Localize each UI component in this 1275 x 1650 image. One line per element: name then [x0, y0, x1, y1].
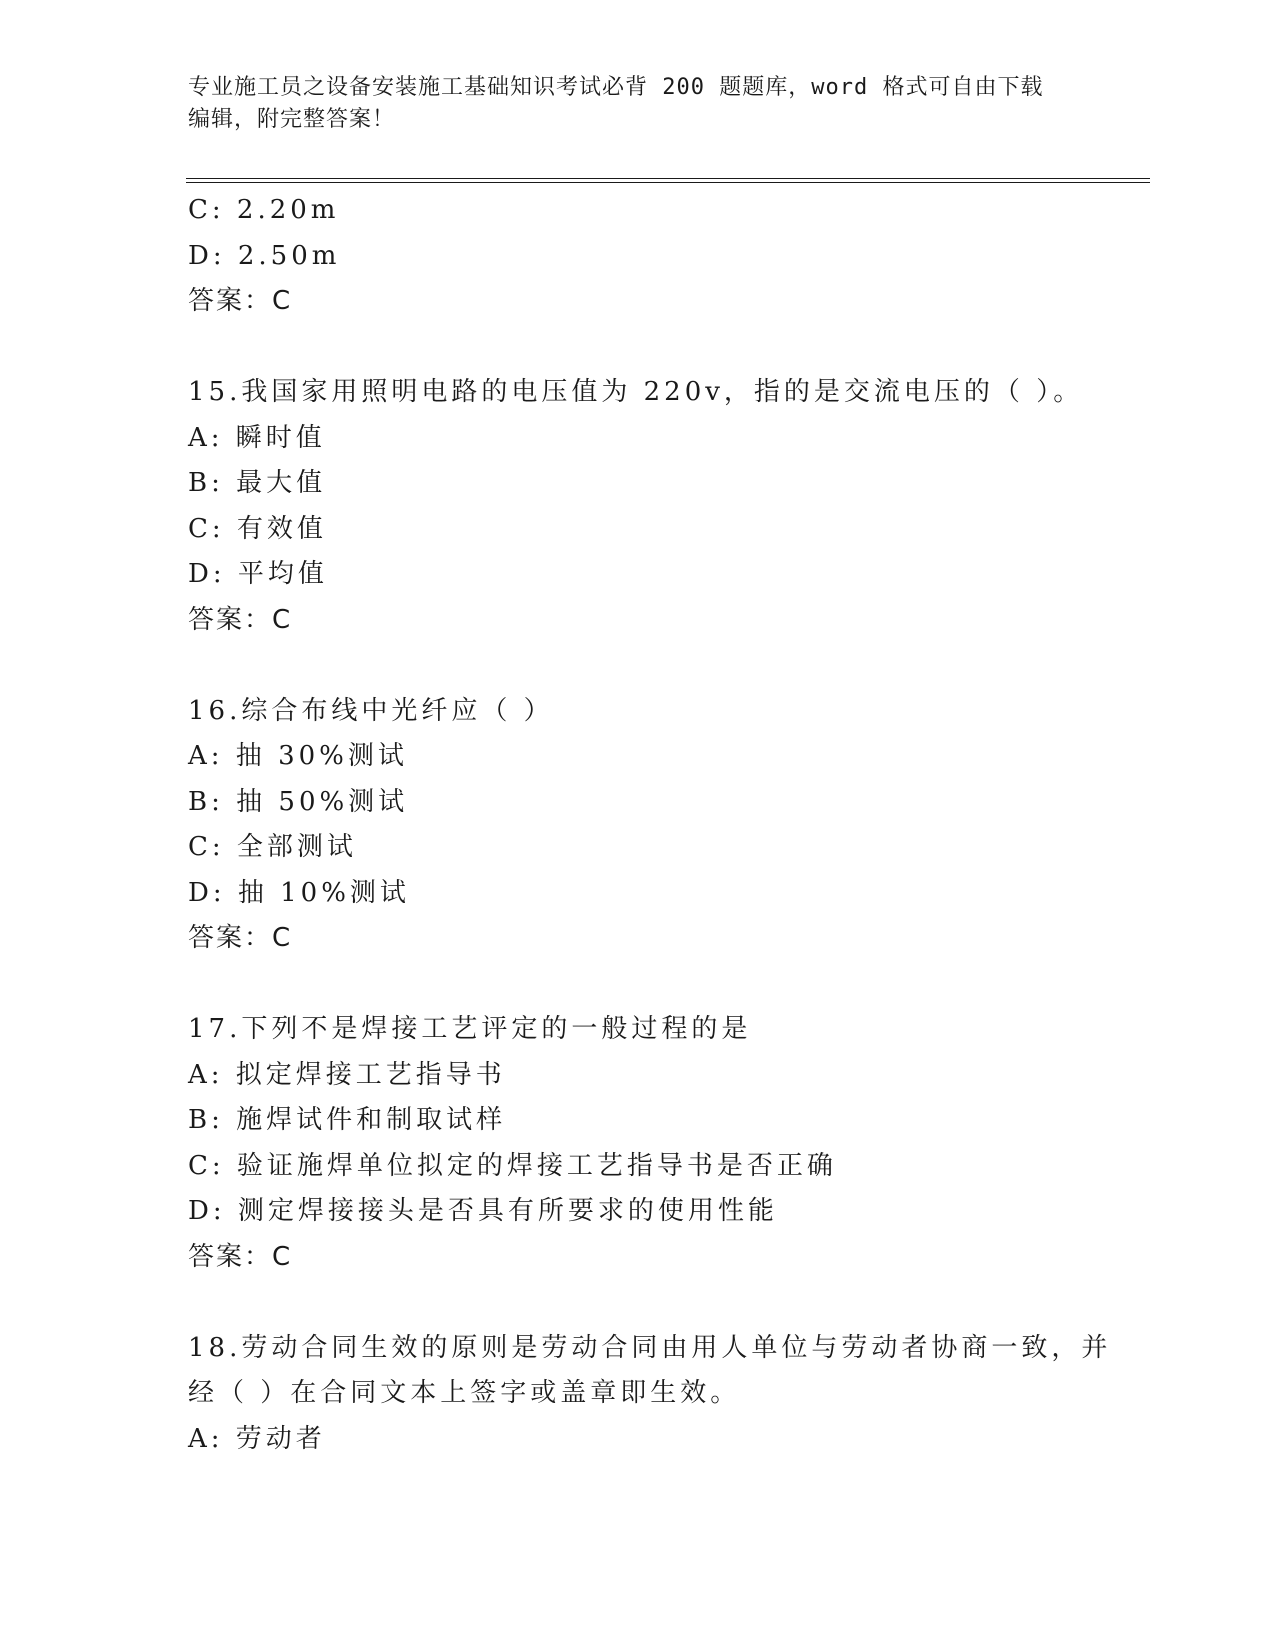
answer-label: 答案：C: [188, 1241, 293, 1272]
option-c: C: 验证施焊单位拟定的焊接工艺指导书是否正确: [188, 1150, 837, 1181]
question-list: [188, 188, 1112, 1462]
option-c: C: 全部测试: [188, 832, 357, 862]
answer-label: 答案：C: [188, 923, 293, 953]
question-stem: 17.下列不是焊接工艺评定的一般过程的是: [188, 1014, 752, 1044]
question-14-tail: [188, 188, 1088, 325]
header-line-2: 编辑，附完整答案！: [188, 107, 396, 132]
header-divider-top: [186, 178, 1150, 179]
question-17: [188, 1007, 1088, 1280]
option-c: C: 2.20m: [188, 195, 340, 225]
option-a: A: 劳动者: [188, 1423, 326, 1454]
option-b: B: 抽 50%测试: [188, 786, 409, 817]
option-b: B: 最大值: [188, 468, 327, 498]
question-stem: 16.综合布线中光纤应（ ）: [188, 695, 554, 726]
option-d: D: 抽 10%测试: [188, 877, 410, 908]
option-a: A: 瞬时值: [188, 422, 326, 453]
option-d: D: 平均值: [188, 559, 328, 589]
option-b: B: 施焊试件和制取试样: [188, 1105, 507, 1135]
option-c: C: 有效值: [188, 513, 327, 544]
option-a: A: 拟定焊接工艺指导书: [188, 1059, 506, 1090]
question-stem-line-1: 18.劳动合同生效的原则是劳动合同由用人单位与劳动者协商一致，并: [188, 1332, 1112, 1363]
answer-label: 答案：C: [188, 286, 293, 316]
document-header: [188, 72, 1088, 136]
question-16: [188, 689, 1088, 962]
option-a: A: 抽 30%测试: [188, 741, 408, 771]
question-stem-line-2: 经（ ）在合同文本上签字或盖章即生效。: [188, 1378, 741, 1408]
header-divider-bottom: [186, 182, 1150, 183]
answer-label: 答案：C: [188, 604, 293, 635]
option-d: D: 2.50m: [188, 240, 341, 271]
header-line-1: 专业施工员之设备安装施工基础知识考试必背 200 题题库，word 格式可自由下载: [188, 75, 1044, 100]
question-18: [188, 1326, 1112, 1463]
option-d: D: 测定焊接接头是否具有所要求的使用性能: [188, 1196, 778, 1226]
question-stem: 15.我国家用照明电路的电压值为 220v，指的是交流电压的（ ）。: [188, 377, 1084, 407]
question-15: [188, 370, 1088, 643]
